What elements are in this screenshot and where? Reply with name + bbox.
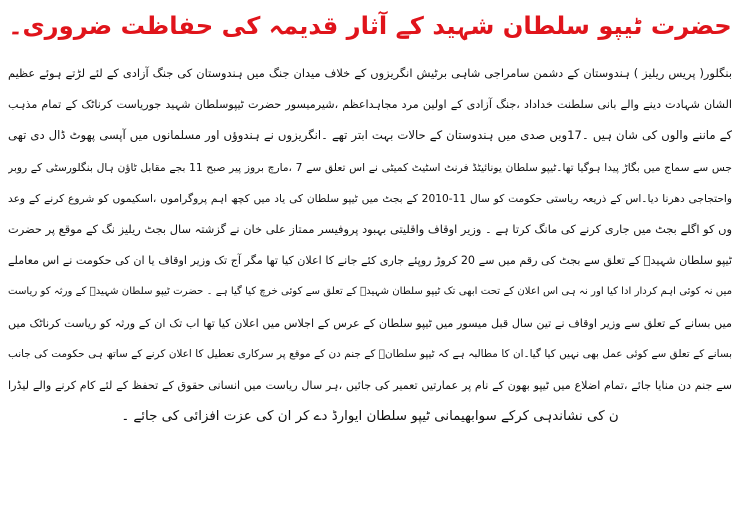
article-body [8,58,732,432]
article-line: میں بسانے کے تعلق سے وزیر اوقاف نے تین سال قبل میسور میں ٹیپو سلطان کے عرس کے اجلاس میں اعلان کیا تھا اب تک ان کے ورثہ کو ریاست کرناٹک میں [8,316,732,330]
article-line: میں نہ کوئی اہم کردار ادا کیا اور نہ ہی اس اعلان کے تحت ابھی تک ٹیپو سلطان شہیدؒ کے تعلق سے کوئی خرچ کیا گیا ہے ۔ حضرت ٹیپو سلطان شہیدؒ کے ورثہ کو ریاست [8,286,732,298]
article-line: واحتجاجی دھرنا دیا۔اس کے ذریعہ ریاستی حکومت کو سال 11-2010 کے بجٹ میں ٹیپو سلطان کی یاد میں کچھ اہم پروگراموں ،اسکیموں کو شروع کرنے کے وعد [8,191,732,205]
article-line: وں کو اگلے بجٹ میں جاری کرنے کی مانگ کرتا ہے ۔ وزیر اوقاف واقلیتی بہبود پروفیسر ممتاز علی خان نے گزشتہ سال بجٹ ریلیز نگ کے موقع پر حضرت [8,221,732,236]
article-line: بسانے کے تعلق سے کوئی عمل بھی نہیں کیا گیا۔ان کا مطالبہ ہے کہ ٹیپو سلطانؒ کے جنم دن کے موقع پر سرکاری تعطیل کا اعلان کرنے کے ساتھ ہی حکومت کی جانب [8,347,732,360]
article-line: الشان شہادت دینے والے بانی سلطنت خداداد ،جنگ آزادی کے اولین مرد مجاہداعظم ،شیرمیسور حضرت ٹیپوسلطان شہید جوریاست کرناٹک کے تمام مذہب [8,98,732,112]
article-line: سے جنم دن منایا جائے ،تمام اضلاع میں ٹیپو بھون کے نام پر عمارتیں تعمیر کی جائیں ،ہر سال ریاست میں انسانی حقوق کے تحفظ کے لئے کام کرنے والے لیڈرا [8,378,732,392]
headline: حضرت ٹیپو سلطان شہید کے آثار قدیمہ کی حفاظت ضروری۔ [8,11,732,40]
article-line: ن کی نشاندہی کرکے سوابھیمانی ٹیپو سلطان ایوارڈ دے کر ان کی عزت افزائی کی جائے ۔ [121,409,619,425]
article-line: کے ماننے والوں کی شان ہیں ۔17ویں صدی میں ہندوستان کے حالات بہت ابتر تھے ۔انگریزوں نے ہندوؤں اور مسلمانوں میں آپسی پھوٹ ڈال دی تھی [8,128,732,143]
article-line: جس سے سماج میں بگاڑ پیدا ہوگیا تھا۔ٹیپو سلطان یونائیٹڈ فرنٹ اسٹیٹ کمیٹی نے اس تعلق سے 7 ،مارچ بروز پیر صبح 11 بجے مقابل ٹاؤن ہال بنگلورسٹی کے روبر [8,160,732,174]
article-line: ٹیپو سلطان شہیدؒ کے تعلق سے بجٹ کی رقم میں سے 20 کروڑ روپئے جاری کئے جانے کا اعلان کیا تھا مگر آج تک وزیر اوقاف یا ان کی حکومت نے اس معاملے [8,254,732,268]
article-line: بنگلور( پریس ریلیز ) ہندوستان کے دشمن سامراجی شاہی برٹیش انگریزوں کے خلاف میدان جنگ میں ہندوستان کی جنگ آزادی کے لئے لڑتے ہوئے عظیم [8,66,732,80]
